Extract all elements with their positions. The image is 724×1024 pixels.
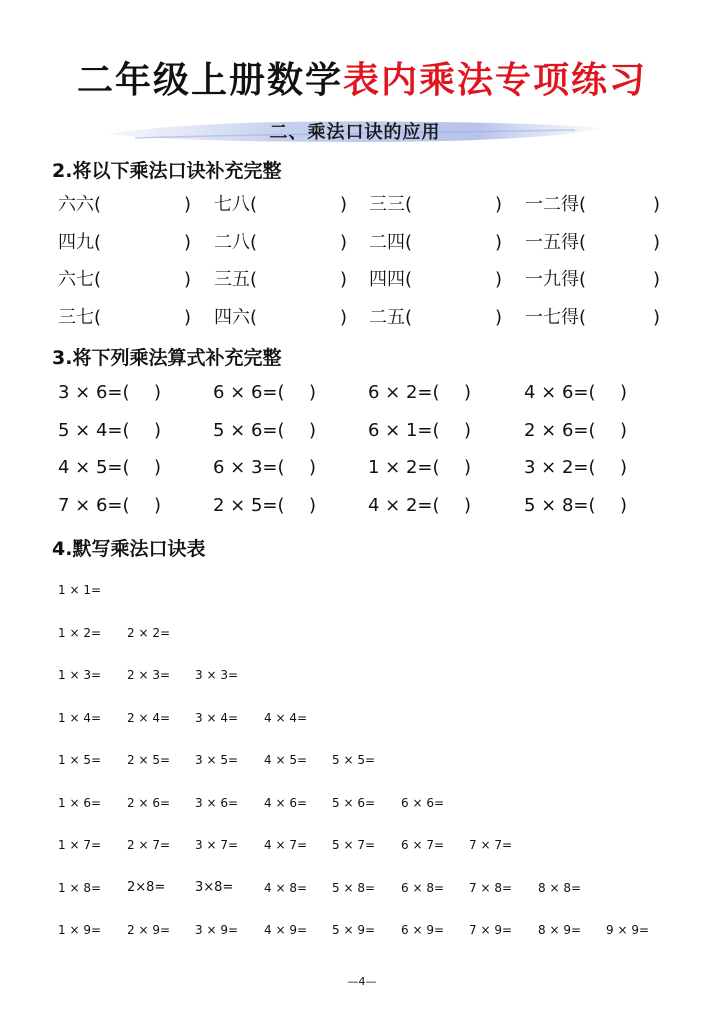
section3-row — [58, 455, 678, 481]
mnemonic-item — [369, 230, 503, 256]
mnemonic-text: 一五得( — [525, 232, 587, 253]
table-cell: 3 × 6= — [195, 796, 239, 810]
closing-paren: ) — [495, 194, 503, 215]
equation-item — [368, 380, 472, 406]
table-cell: 6 × 7= — [401, 838, 445, 852]
mnemonic-text: 六六( — [58, 194, 102, 215]
table-cell: 7 × 8= — [469, 881, 513, 895]
equation-text: 2 × 6=( — [524, 420, 596, 441]
equation-text: 5 × 8=( — [524, 495, 596, 516]
section2-row — [58, 305, 678, 331]
closing-paren: ) — [154, 420, 162, 441]
closing-paren: ) — [464, 457, 472, 478]
table-cell: 2 × 4= — [127, 711, 171, 725]
closing-paren: ) — [184, 194, 192, 215]
closing-paren: ) — [620, 495, 628, 516]
equation-item — [58, 493, 162, 519]
closing-paren: ) — [154, 457, 162, 478]
table-cell: 3 × 7= — [195, 838, 239, 852]
table-cell: 8 × 9= — [538, 923, 582, 937]
mnemonic-item — [58, 305, 192, 331]
equation-item — [368, 493, 472, 519]
table-cell: 2 × 5= — [127, 753, 171, 767]
page-title — [0, 52, 724, 103]
table-cell: 2 × 2= — [127, 626, 171, 640]
mnemonic-text: 四六( — [214, 307, 258, 328]
table-cell: 2×8= — [127, 880, 166, 895]
table-cell: 2 × 9= — [127, 923, 171, 937]
mnemonic-item — [58, 192, 192, 218]
table-cell: 2 × 6= — [127, 796, 171, 810]
mnemonic-item — [525, 267, 661, 293]
equation-text: 6 × 2=( — [368, 382, 440, 403]
table-cell: 2 × 3= — [127, 668, 171, 682]
mnemonic-item — [58, 230, 192, 256]
mnemonic-text: 四九( — [58, 232, 102, 253]
table-cell: 3 × 3= — [195, 668, 239, 682]
table-cell: 7 × 9= — [469, 923, 513, 937]
closing-paren: ) — [340, 194, 348, 215]
mnemonic-item — [369, 267, 503, 293]
mnemonic-text: 一七得( — [525, 307, 587, 328]
closing-paren: ) — [309, 495, 317, 516]
section2-row — [58, 267, 678, 293]
equation-item — [524, 455, 628, 481]
mnemonic-item — [525, 192, 661, 218]
section2-row — [58, 230, 678, 256]
closing-paren: ) — [653, 307, 661, 328]
equation-item — [58, 380, 162, 406]
table-cell: 1 × 1= — [58, 583, 102, 597]
closing-paren: ) — [464, 495, 472, 516]
closing-paren: ) — [184, 232, 192, 253]
table-cell: 1 × 8= — [58, 881, 102, 895]
table-cell: 4 × 8= — [264, 881, 308, 895]
table-cell: 1 × 9= — [58, 923, 102, 937]
table-cell: 1 × 5= — [58, 753, 102, 767]
mnemonic-item — [525, 230, 661, 256]
mnemonic-text: 二五( — [369, 307, 413, 328]
equation-text: 7 × 6=( — [58, 495, 130, 516]
closing-paren: ) — [340, 269, 348, 290]
table-cell: 3 × 4= — [195, 711, 239, 725]
table-cell: 6 × 8= — [401, 881, 445, 895]
equation-item — [524, 380, 628, 406]
closing-paren: ) — [495, 232, 503, 253]
mnemonic-text: 一九得( — [525, 269, 587, 290]
title-red: 表内乘法专项练习 — [343, 60, 648, 101]
closing-paren: ) — [620, 420, 628, 441]
closing-paren: ) — [620, 457, 628, 478]
mnemonic-item — [525, 305, 661, 331]
table-cell: 1 × 4= — [58, 711, 102, 725]
mnemonic-item — [214, 230, 348, 256]
mnemonic-item — [369, 305, 503, 331]
table-cell: 5 × 7= — [332, 838, 376, 852]
closing-paren: ) — [653, 194, 661, 215]
mnemonic-text: 六七( — [58, 269, 102, 290]
closing-paren: ) — [464, 420, 472, 441]
table-cell: 4 × 4= — [264, 711, 308, 725]
table-cell: 5 × 6= — [332, 796, 376, 810]
table-cell: 6 × 6= — [401, 796, 445, 810]
equation-text: 6 × 6=( — [213, 382, 285, 403]
table-cell: 3 × 9= — [195, 923, 239, 937]
equation-item — [58, 455, 162, 481]
title-black: 二年级上册数学 — [76, 60, 343, 101]
mnemonic-text: 二八( — [214, 232, 258, 253]
closing-paren: ) — [340, 307, 348, 328]
closing-paren: ) — [340, 232, 348, 253]
mnemonic-text: 三五( — [214, 269, 258, 290]
equation-item — [213, 418, 317, 444]
section3-row — [58, 418, 678, 444]
table-cell: 8 × 8= — [538, 881, 582, 895]
closing-paren: ) — [653, 232, 661, 253]
mnemonic-item — [214, 192, 348, 218]
equation-text: 4 × 2=( — [368, 495, 440, 516]
equation-text: 4 × 5=( — [58, 457, 130, 478]
mnemonic-text: 三三( — [369, 194, 413, 215]
equation-item — [524, 418, 628, 444]
table-cell: 4 × 7= — [264, 838, 308, 852]
mnemonic-text: 一二得( — [525, 194, 587, 215]
closing-paren: ) — [154, 495, 162, 516]
section2-heading: 2.将以下乘法口诀补充完整 — [52, 160, 282, 182]
mnemonic-item — [369, 192, 503, 218]
table-cell: 1 × 2= — [58, 626, 102, 640]
closing-paren: ) — [620, 382, 628, 403]
closing-paren: ) — [309, 457, 317, 478]
mnemonic-item — [214, 267, 348, 293]
table-cell: 7 × 7= — [469, 838, 513, 852]
equation-item — [368, 418, 472, 444]
table-cell: 3 × 5= — [195, 753, 239, 767]
closing-paren: ) — [309, 420, 317, 441]
equation-item — [213, 380, 317, 406]
mnemonic-text: 四四( — [369, 269, 413, 290]
table-cell: 4 × 6= — [264, 796, 308, 810]
equation-text: 2 × 5=( — [213, 495, 285, 516]
closing-paren: ) — [464, 382, 472, 403]
section4-heading: 4.默写乘法口诀表 — [52, 538, 206, 560]
table-cell: 9 × 9= — [606, 923, 650, 937]
table-cell: 1 × 6= — [58, 796, 102, 810]
subtitle: 二、乘法口诀的应用 — [269, 122, 441, 143]
closing-paren: ) — [184, 269, 192, 290]
section3-heading: 3.将下列乘法算式补充完整 — [52, 347, 282, 369]
equation-text: 6 × 1=( — [368, 420, 440, 441]
subtitle-banner — [105, 116, 605, 146]
equation-item — [58, 418, 162, 444]
table-cell: 1 × 7= — [58, 838, 102, 852]
table-cell: 6 × 9= — [401, 923, 445, 937]
equation-text: 3 × 6=( — [58, 382, 130, 403]
table-cell: 1 × 3= — [58, 668, 102, 682]
equation-text: 5 × 6=( — [213, 420, 285, 441]
mnemonic-item — [58, 267, 192, 293]
section3-row — [58, 380, 678, 406]
mnemonic-text: 三七( — [58, 307, 102, 328]
closing-paren: ) — [154, 382, 162, 403]
closing-paren: ) — [495, 269, 503, 290]
table-cell: 5 × 8= — [332, 881, 376, 895]
closing-paren: ) — [309, 382, 317, 403]
equation-text: 5 × 4=( — [58, 420, 130, 441]
equation-item — [213, 455, 317, 481]
equation-item — [524, 493, 628, 519]
mnemonic-text: 七八( — [214, 194, 258, 215]
equation-text: 3 × 2=( — [524, 457, 596, 478]
equation-text: 6 × 3=( — [213, 457, 285, 478]
table-cell: 3×8= — [195, 880, 234, 895]
mnemonic-item — [214, 305, 348, 331]
section2-row — [58, 192, 678, 218]
table-cell: 5 × 9= — [332, 923, 376, 937]
page-number: —4— — [347, 975, 377, 988]
closing-paren: ) — [653, 269, 661, 290]
closing-paren: ) — [495, 307, 503, 328]
table-cell: 4 × 5= — [264, 753, 308, 767]
equation-text: 4 × 6=( — [524, 382, 596, 403]
section3-row — [58, 493, 678, 519]
table-cell: 5 × 5= — [332, 753, 376, 767]
closing-paren: ) — [184, 307, 192, 328]
table-cell: 2 × 7= — [127, 838, 171, 852]
equation-item — [368, 455, 472, 481]
table-cell: 4 × 9= — [264, 923, 308, 937]
mnemonic-text: 二四( — [369, 232, 413, 253]
equation-text: 1 × 2=( — [368, 457, 440, 478]
equation-item — [213, 493, 317, 519]
